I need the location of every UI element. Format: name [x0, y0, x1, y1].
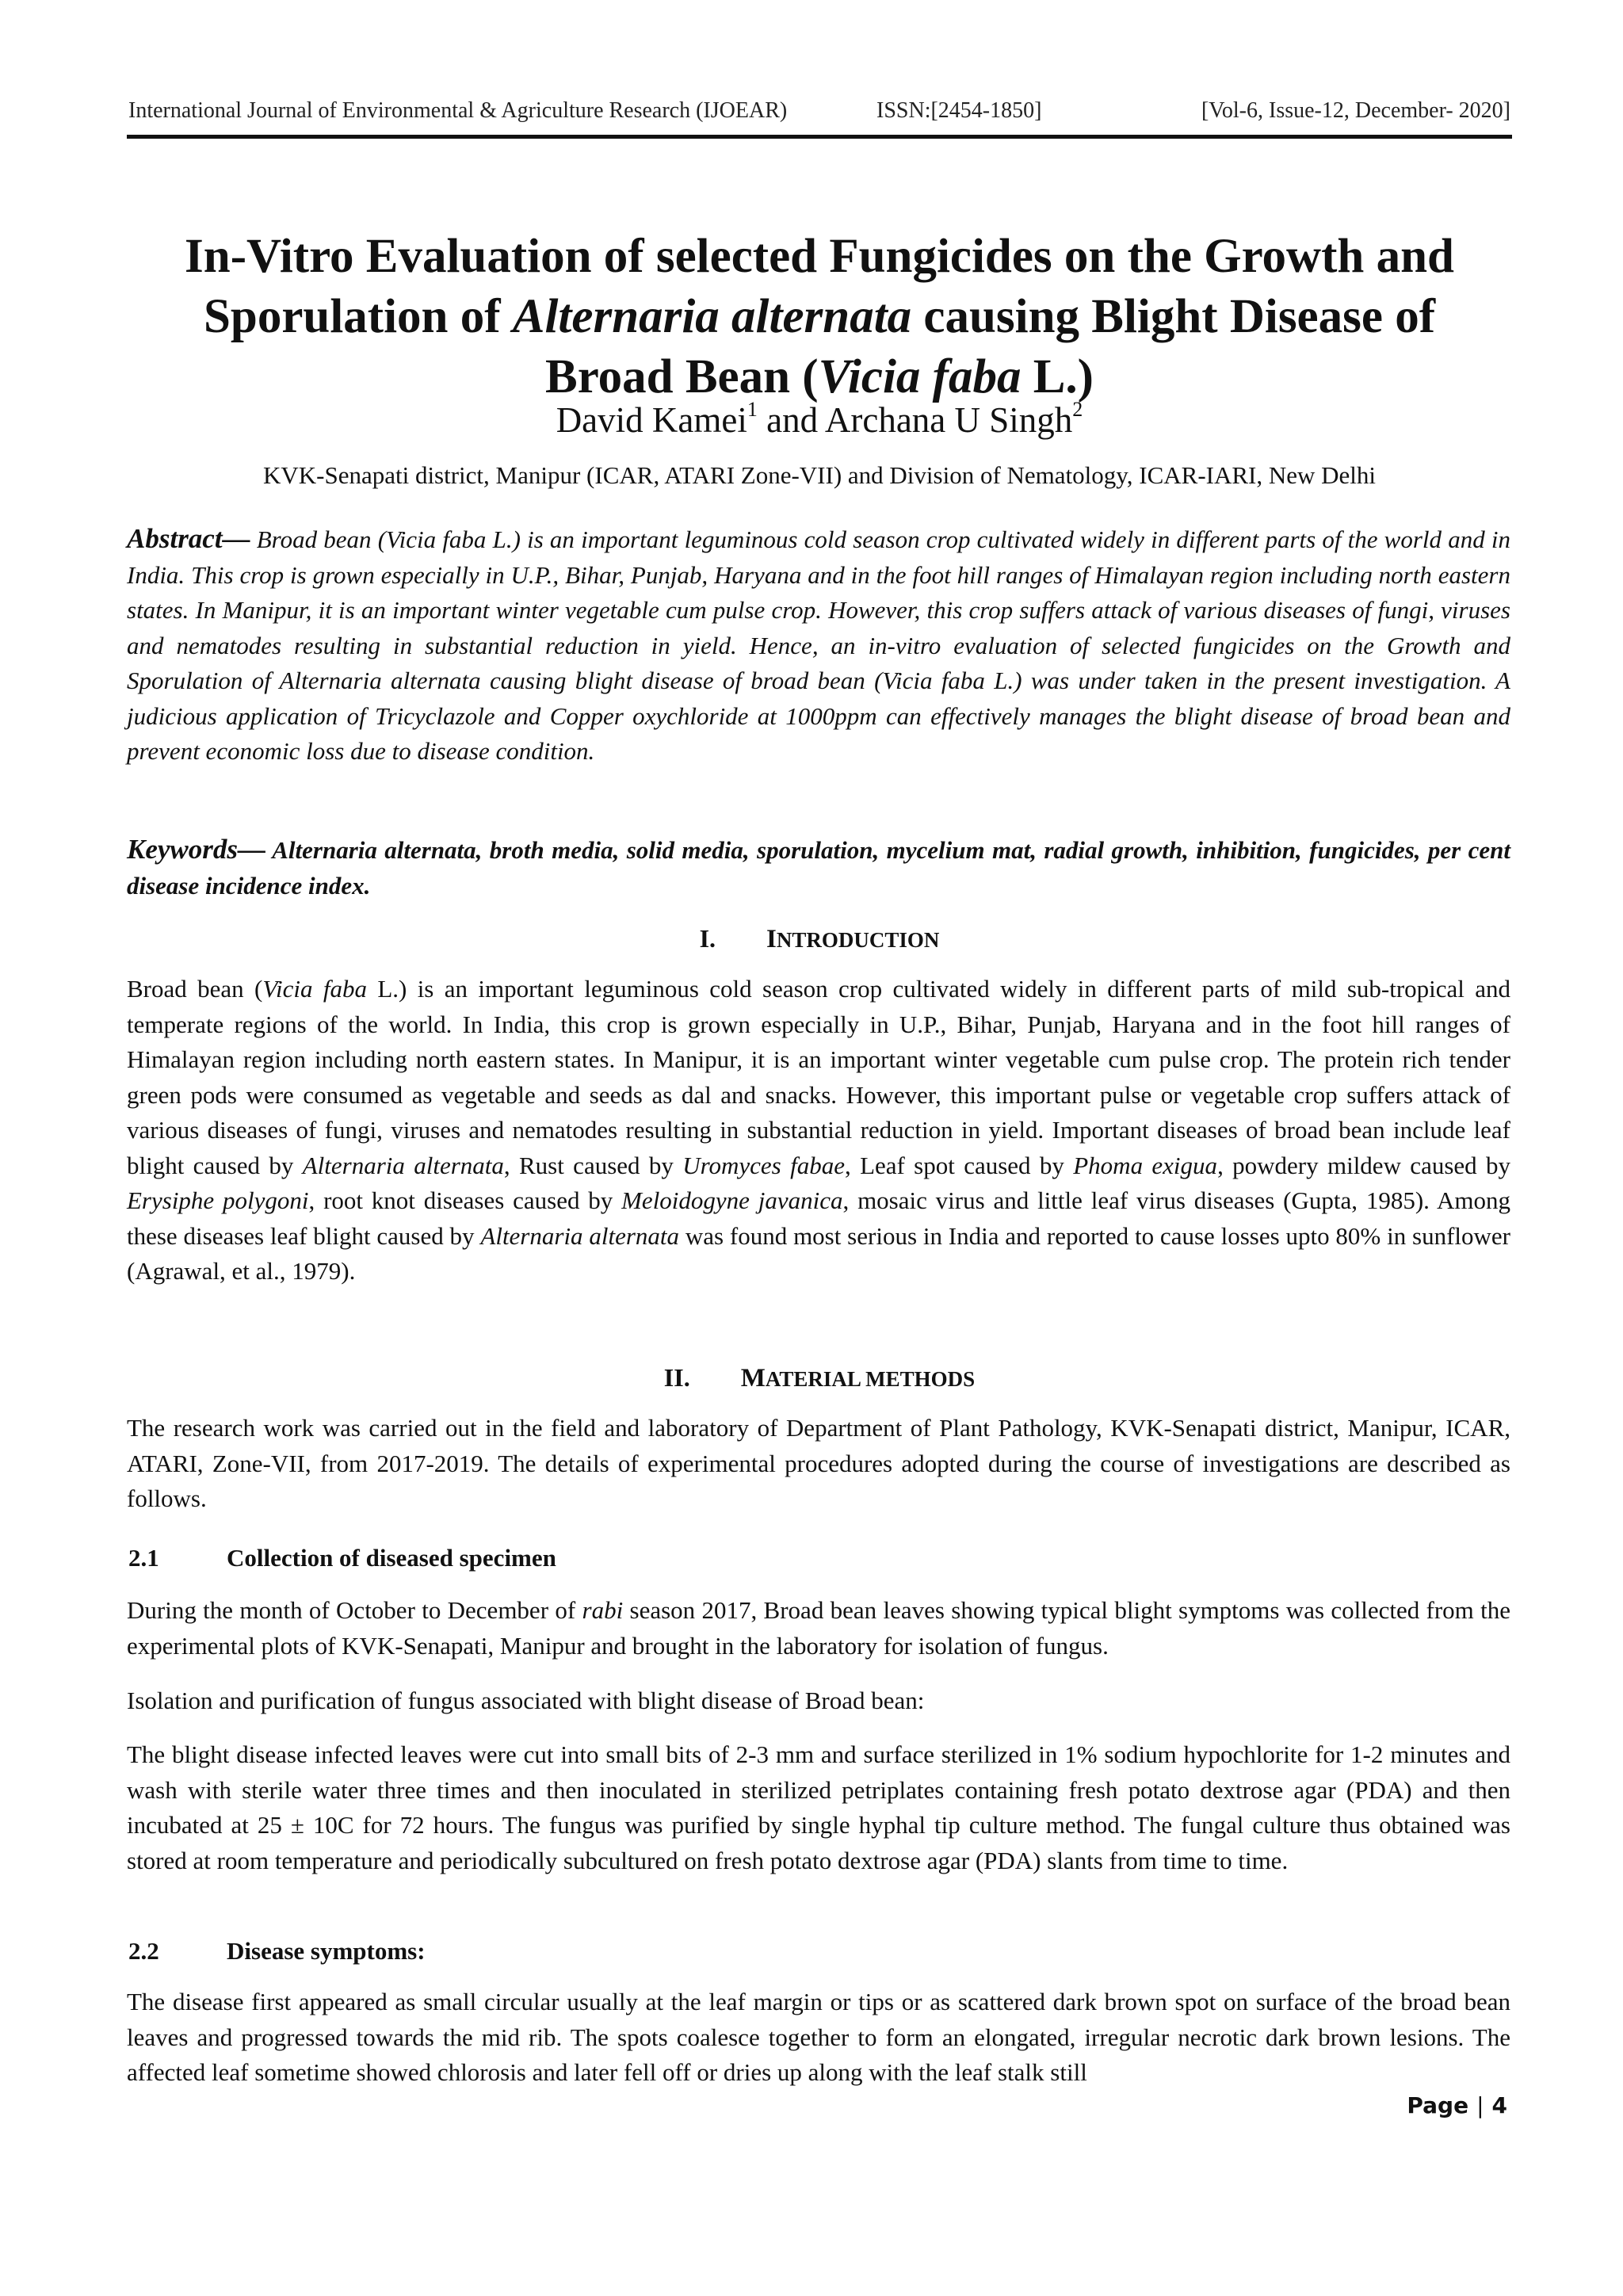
title-species-name: Alternaria alternata	[512, 290, 912, 343]
page-footer	[1407, 2092, 1507, 2118]
author-name: David Kamei	[556, 400, 747, 440]
text-run: Broad bean (	[127, 975, 263, 1003]
text-run: During the month of October to December of	[127, 1596, 582, 1624]
species-name: Alternaria alternata	[302, 1151, 504, 1179]
header-rule	[127, 135, 1512, 139]
symptoms-paragraph: The disease first appeared as small circular usually at the leaf margin or tips or as scattered dark brown spot on surface of the broad bean leaves and progressed towards the mid rib. The spots coalesce together to form an elongated, irregular necrotic dark brown lesions. The affected leaf sometime showed chlorosis and later fell off or dries up along with the leaf stalk still	[127, 1988, 1510, 2086]
species-name: Alternaria alternata	[480, 1221, 680, 1250]
section-title-initial: I	[766, 925, 777, 953]
keywords	[127, 832, 1510, 904]
abstract-text: Broad bean (Vicia faba L.) is an important leguminous cold season crop cultivated widely in different parts of the world and in India. This crop is grown especially in U.P., Bihar, Punjab, Haryana and in the foot hill ranges of Himalayan region including north eastern states. In Manipur, it is an important winter vegetable cum pulse crop. However, this crop suffers attack of various diseases of fungi, viruses and nematodes resulting in substantial reduction in yield. Hence, an in-vitro evaluation of selected fungicides on the Growth and Sporulation of Alternaria alternata causing blight disease of broad bean (Vicia faba L.) was under taken in the present investigation. A judicious application of Tricyclazole and Copper oxychloride at 1000ppm can effectively manages the blight disease of broad bean and prevent economic loss due to disease condition.	[127, 525, 1510, 765]
paper-title	[128, 227, 1510, 407]
isolation-heading-line: Isolation and purification of fungus associated with blight disease of Broad bean:	[127, 1687, 925, 1714]
text-run: , Leaf spot caused by	[844, 1151, 1074, 1179]
section-title-rest: METHODS	[860, 1367, 976, 1391]
title-species-name: Vicia faba	[818, 350, 1022, 403]
title-text: Broad Bean (	[545, 350, 819, 403]
title-text: causing Blight Disease of	[911, 290, 1436, 343]
abstract	[127, 521, 1510, 770]
species-name: Phoma exigua	[1073, 1151, 1218, 1179]
section-title-rest: NTRODUCTION	[776, 928, 940, 952]
page-number: 4	[1491, 2092, 1507, 2118]
subsection-heading-2-2	[128, 1937, 1510, 1966]
author-line	[128, 398, 1510, 442]
text-run: , powdery mildew caused by	[1217, 1151, 1510, 1179]
text-run: was found most serious in India and reported to cause losses upto 80% in sunflower (Agrawal, et al., 1979).	[127, 1221, 1510, 1285]
species-name: Erysiphe polygoni	[127, 1186, 309, 1214]
text-run: season 2017, Broad bean leaves showing typical blight symptoms was collected from the experimental plots of KVK-Senapati, Manipur and brought in the laboratory for isolation of fungus.	[127, 1596, 1510, 1660]
section-title-initial: M	[740, 1364, 766, 1392]
season-term: rabi	[582, 1596, 624, 1624]
text-run: , Rust caused by	[503, 1151, 683, 1179]
subsection-title: Collection of diseased specimen	[227, 1544, 556, 1572]
page-label: Page	[1407, 2092, 1469, 2118]
species-name: Meloidogyne javanica	[621, 1186, 843, 1214]
introduction-paragraph	[127, 972, 1510, 1289]
section-numeral: I.	[699, 924, 716, 953]
subsection-number: 2.1	[128, 1544, 159, 1572]
section-title-rest: ATERIAL	[765, 1367, 861, 1391]
methods-paragraph: The research work was carried out in the field and laboratory of Department of Plant Pathology, KVK-Senapati district, Manipur, ICAR, ATARI, Zone-VII, from 2017-2019. The details of experimental procedures adopted during the course of investigations are described as follows.	[127, 1414, 1510, 1512]
abstract-label: Abstract—	[127, 523, 250, 554]
author-affiliation-marker: 1	[747, 398, 758, 421]
text-run: , mosaic virus and little leaf virus diseases (Gupta, 1985). Among these diseases leaf blight caused by	[127, 1186, 1510, 1250]
section-numeral: II.	[663, 1363, 690, 1392]
title-text: Sporulation of	[203, 290, 513, 343]
issn: ISSN:[2454-1850]	[876, 98, 1042, 123]
section-heading-introduction	[128, 924, 1510, 954]
text-run: L.) is an important leguminous cold season crop cultivated widely in different parts of mild sub-tropical and temperate regions of the world. In India, this crop is grown especially in U.P., Bihar, Punjab, Haryana and in the foot hill ranges of Himalayan region including north eastern states. In Manipur, it is an important winter vegetable cum pulse crop. The protein rich tender green pods were consumed as vegetable and seeds as dal and snacks. However, this important pulse or vegetable crop suffers attack of various diseases of fungi, viruses and nematodes resulting in substantial reduction in yield. Important diseases of broad bean include leaf blight caused by	[127, 975, 1511, 1179]
species-name: Vicia faba	[262, 975, 367, 1003]
author-affiliation-marker: 2	[1072, 398, 1083, 421]
species-name: Uromyces fabae	[682, 1151, 845, 1179]
author-name: Archana U Singh	[824, 400, 1073, 440]
page-separator: |	[1476, 2092, 1484, 2118]
running-header	[128, 98, 1510, 130]
subsection-heading-2-1	[128, 1544, 1510, 1572]
subsection-title: Disease symptoms:	[227, 1937, 426, 1965]
affiliation: KVK-Senapati district, Manipur (ICAR, ATARI Zone-VII) and Division of Nematology, ICAR-IARI, New Delhi	[262, 461, 1377, 489]
volume-issue: [Vol-6, Issue-12, December- 2020]	[1201, 98, 1510, 123]
title-text: In-Vitro Evaluation of selected Fungicides on the Growth and	[185, 230, 1454, 283]
subsection-number: 2.2	[128, 1937, 159, 1965]
author-conjunction: and	[757, 400, 825, 440]
collection-paragraph	[127, 1593, 1510, 1664]
text-run: , root knot diseases caused by	[308, 1186, 622, 1214]
title-line-2	[128, 287, 1510, 347]
isolation-paragraph: The blight disease infected leaves were cut into small bits of 2-3 mm and surface sterilized in 1% sodium hypochlorite for 1-2 minutes and wash with sterile water three times and then inoculated in sterilized petriplates containing fresh potato dextrose agar (PDA) and then incubated at 25 ± 10C for 72 hours. The fungus was purified by single hyphal tip culture method. The fungal culture thus obtained was stored at room temperature and periodically subcultured on fresh potato dextrose agar (PDA) slants from time to time.	[127, 1740, 1510, 1874]
keywords-text: Alternaria alternata, broth media, solid media, sporulation, mycelium mat, radial growth, inhibition, fungicides, per cent disease incidence index.	[127, 836, 1510, 900]
title-text: L.)	[1021, 350, 1094, 403]
journal-name: International Journal of Environmental & Agriculture Research (IJOEAR)	[128, 98, 788, 123]
keywords-label: Keywords—	[127, 834, 265, 865]
title-line-1	[128, 227, 1510, 287]
section-heading-material-methods	[128, 1363, 1510, 1393]
